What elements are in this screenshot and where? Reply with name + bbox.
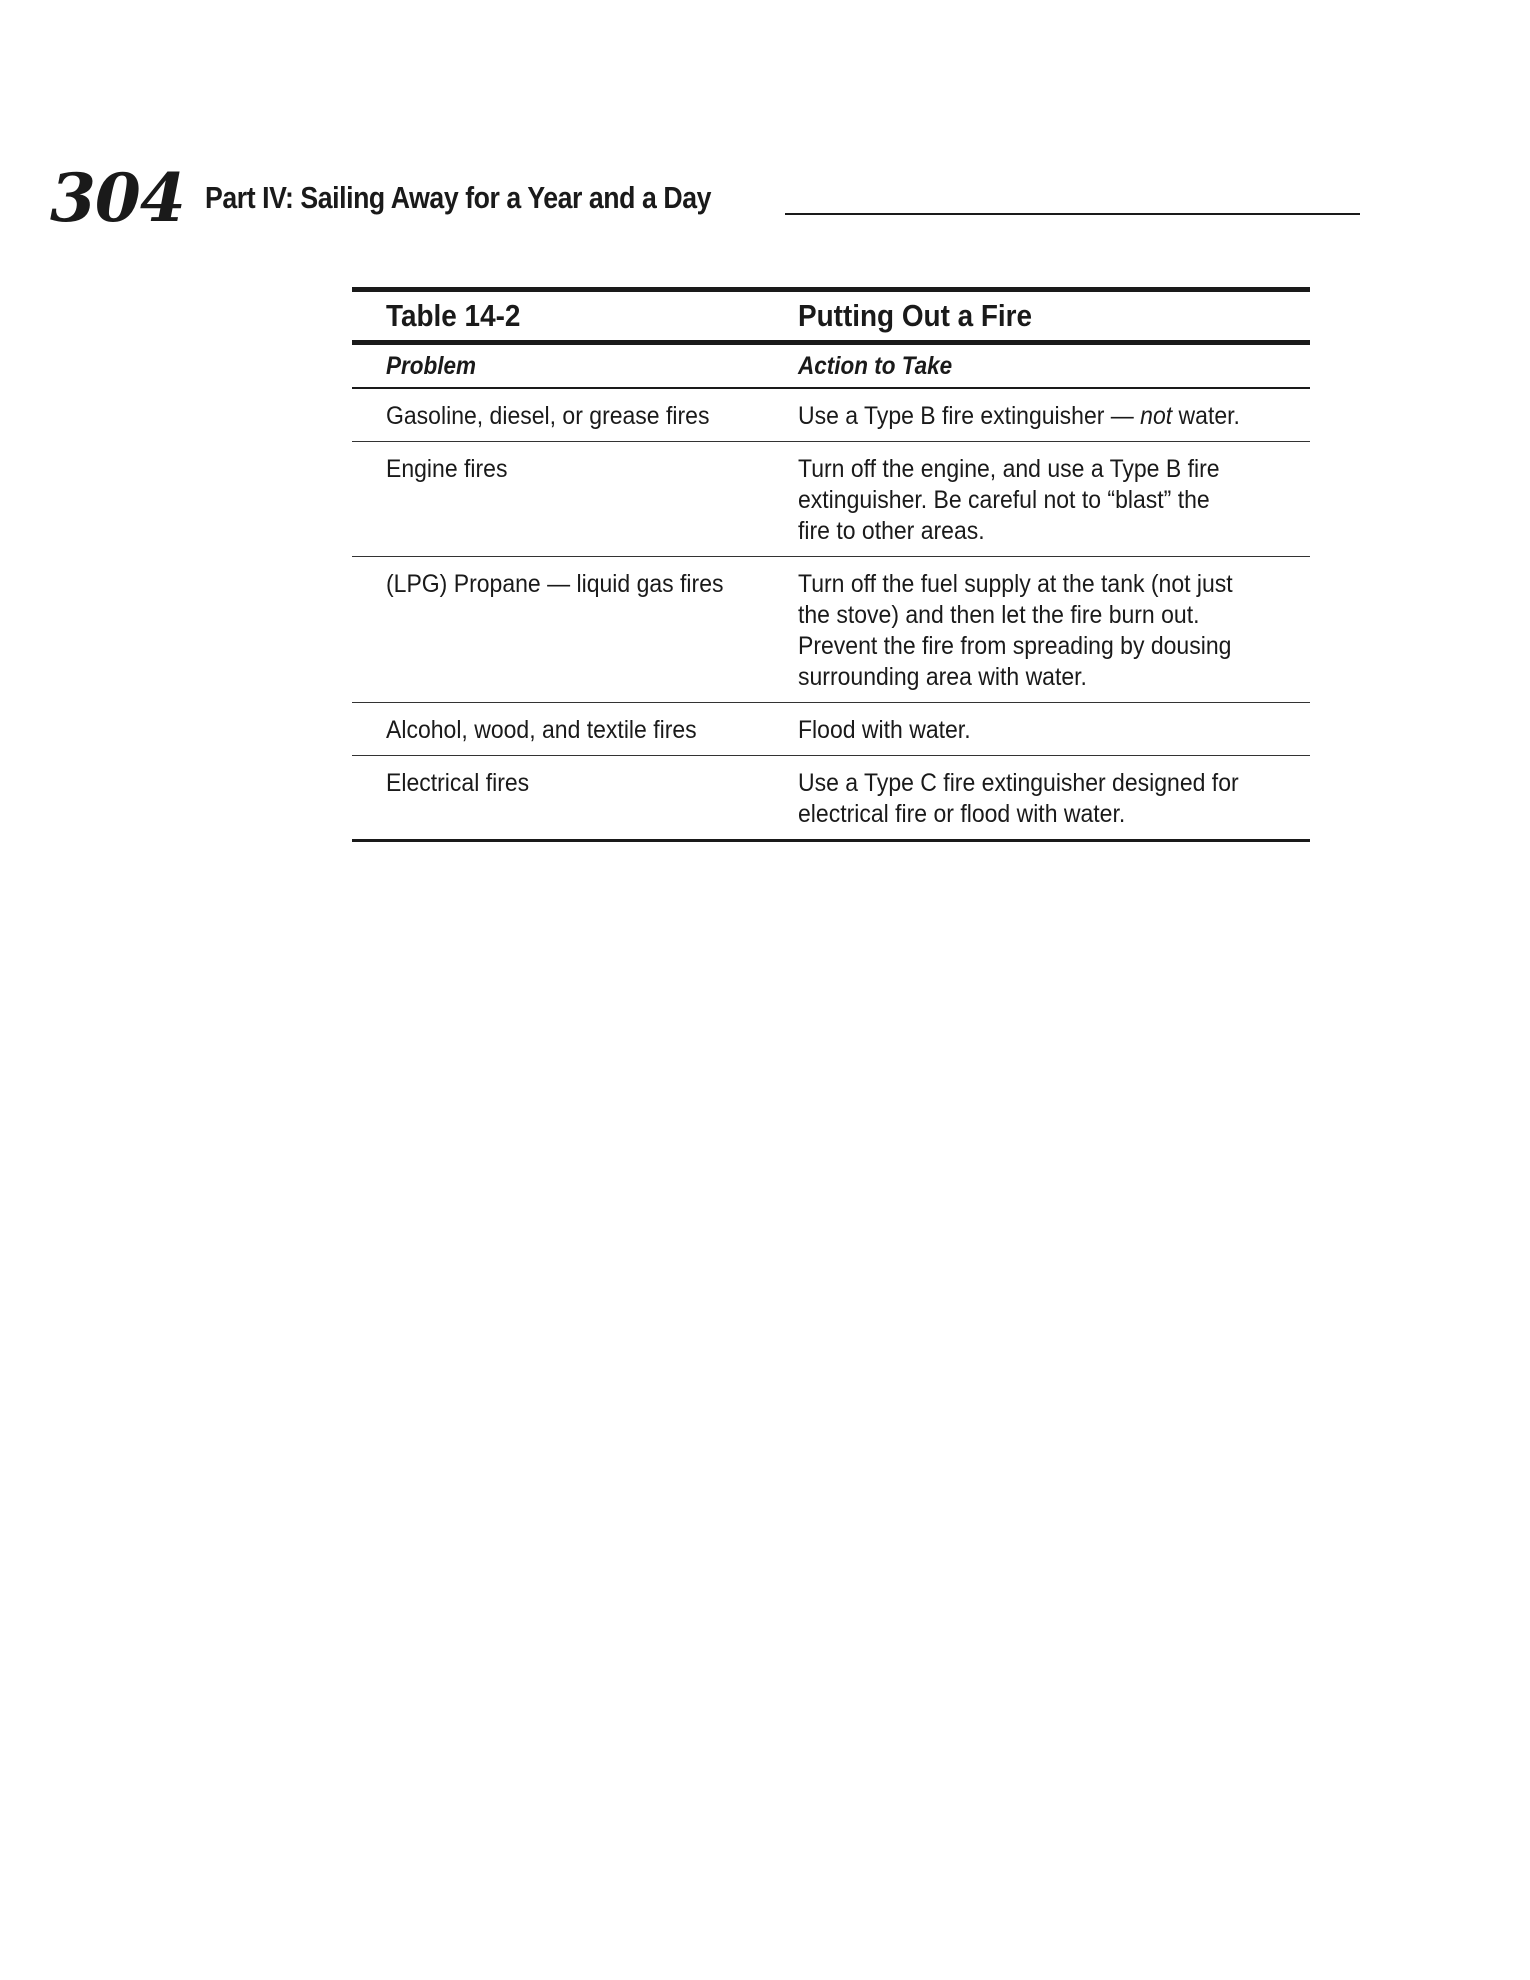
action-line: Turn off the fuel supply at the tank (not just <box>798 570 1233 598</box>
action-cell <box>798 454 1298 547</box>
action-line: Turn off the engine, and use a Type B fire <box>798 455 1220 483</box>
action-cell <box>798 401 1298 432</box>
running-head: Part IV: Sailing Away for a Year and a Day <box>205 180 711 215</box>
action-line <box>798 401 1240 432</box>
problem-cell <box>386 401 766 432</box>
table-row <box>352 389 1310 442</box>
fire-table <box>352 287 1310 842</box>
problem-text: Engine fires <box>386 455 508 483</box>
action-cell <box>798 715 1298 746</box>
action-line: fire to other areas. <box>798 517 985 545</box>
table-title-text: Putting Out a Fire <box>798 298 1033 333</box>
action-line: surrounding area with water. <box>798 663 1087 691</box>
action-emphasis: not <box>1140 402 1173 430</box>
problem-cell <box>386 768 766 799</box>
problem-text: Alcohol, wood, and textile fires <box>386 716 697 744</box>
action-line: Use a Type C fire extinguisher designed for <box>798 769 1239 797</box>
table-row <box>352 703 1310 756</box>
problem-text: Gasoline, diesel, or grease fires <box>386 402 710 430</box>
table-row <box>352 756 1310 842</box>
table-label-text: Table 14-2 <box>386 298 521 333</box>
action-line: the stove) and then let the fire burn out. <box>798 601 1200 629</box>
column-header-action <box>798 351 969 381</box>
problem-cell <box>386 569 766 600</box>
action-line: extinguisher. Be careful not to “blast” the <box>798 486 1210 514</box>
problem-cell <box>386 715 766 746</box>
page-header <box>50 158 1310 238</box>
column-header-problem <box>386 351 486 381</box>
column-header-row <box>352 345 1310 389</box>
column-header-problem-text: Problem <box>386 352 477 380</box>
table-row <box>352 442 1310 557</box>
table-title-row <box>352 287 1310 345</box>
table-label <box>386 296 535 336</box>
header-rule <box>785 213 1360 215</box>
action-text: Use a Type B fire extinguisher — <box>798 402 1141 430</box>
table-row <box>352 557 1310 703</box>
problem-text: Electrical fires <box>386 769 530 797</box>
column-header-action-text: Action to Take <box>798 352 953 380</box>
action-line: electrical fire or flood with water. <box>798 800 1126 828</box>
action-line: Flood with water. <box>798 716 971 744</box>
action-cell <box>798 768 1298 830</box>
problem-text: (LPG) Propane — liquid gas fires <box>386 570 724 598</box>
table-title <box>798 296 1058 336</box>
page-number: 304 <box>50 159 185 237</box>
problem-cell <box>386 454 766 485</box>
action-cell <box>798 569 1298 693</box>
action-line: Prevent the fire from spreading by dousing <box>798 632 1232 660</box>
action-tail: water. <box>1172 402 1240 430</box>
